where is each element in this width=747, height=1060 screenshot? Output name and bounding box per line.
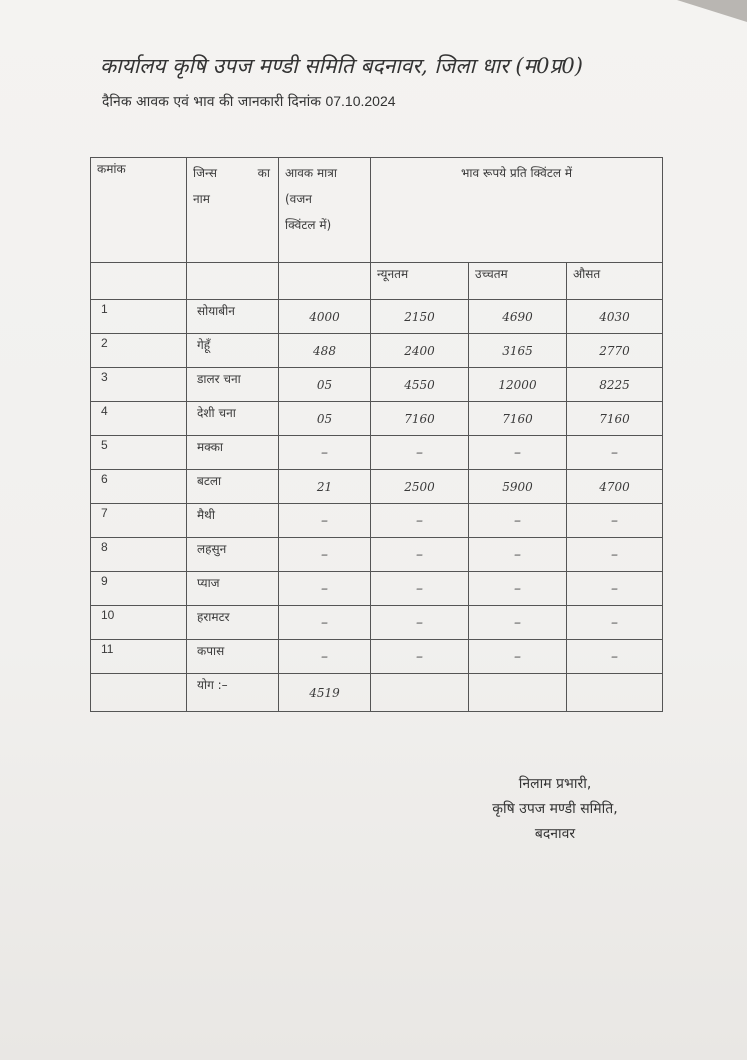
table-row [91,436,663,470]
table-row [91,470,663,504]
row-max-rate: – [469,436,567,470]
signature-line2: कृषि उपज मण्डी समिति, [492,801,618,817]
row-avg-rate: – [567,640,663,674]
table-row [91,402,663,436]
row-min-rate: 2150 [371,300,469,334]
table-body [91,300,663,674]
row-min-rate: 7160 [371,402,469,436]
report-date: 07.10.2024 [325,93,396,109]
header-commodity-word2: का [257,166,270,180]
row-commodity: गेहूँ [187,334,279,368]
header-rate: भाव रूपये प्रति क्विंटल में [371,158,663,263]
row-avg-rate: 8225 [567,368,663,402]
header-quantity-line2: (वजन [285,192,312,206]
row-max-rate: – [469,606,567,640]
row-serial: 2 [91,334,187,368]
row-min-rate: – [371,640,469,674]
row-quantity: – [279,436,371,470]
header-quantity-line3: क्विंटल में) [285,218,332,232]
table-row [91,368,663,402]
row-serial: 10 [91,606,187,640]
table-row [91,606,663,640]
row-commodity: सोयाबीन [187,300,279,334]
row-max-rate: 5900 [469,470,567,504]
row-quantity: – [279,504,371,538]
row-avg-rate: – [567,504,663,538]
row-quantity: 05 [279,402,371,436]
row-avg-rate: 4030 [567,300,663,334]
header-commodity-word3: नाम [193,192,210,206]
report-subtitle [102,92,702,111]
row-quantity: 4000 [279,300,371,334]
row-commodity: देशी चना [187,402,279,436]
header-max: उच्चतम [469,263,567,300]
row-quantity: 488 [279,334,371,368]
row-max-rate: – [469,538,567,572]
row-max-rate: 3165 [469,334,567,368]
arrival-rate-table [90,157,663,712]
row-min-rate: 2400 [371,334,469,368]
header-quantity [279,158,371,263]
row-commodity: डालर चना [187,368,279,402]
row-min-rate: 4550 [371,368,469,402]
header-quantity-line1: आवक मात्रा [285,166,337,180]
signature-line1: निलाम प्रभारी, [518,776,592,792]
row-serial: 6 [91,470,187,504]
row-min-rate: – [371,538,469,572]
table-row [91,538,663,572]
row-serial: 5 [91,436,187,470]
row-max-rate: 7160 [469,402,567,436]
header-avg: औसत [567,263,663,300]
row-min-rate: – [371,436,469,470]
row-avg-rate: – [567,572,663,606]
row-quantity: – [279,606,371,640]
table-header-row [91,158,663,263]
row-commodity: हरामटर [187,606,279,640]
page-corner-shadow [677,0,747,22]
row-quantity: – [279,640,371,674]
row-avg-rate: 2770 [567,334,663,368]
row-max-rate: – [469,504,567,538]
row-min-rate: – [371,504,469,538]
row-commodity: मक्का [187,436,279,470]
row-max-rate: – [469,572,567,606]
row-avg-rate: 7160 [567,402,663,436]
report-subtitle-text: दैनिक आवक एवं भाव की जानकारी दिनांक [102,94,322,110]
row-commodity: लहसुन [187,538,279,572]
header-commodity [187,158,279,263]
table-subheader-row [91,263,663,300]
row-serial: 8 [91,538,187,572]
row-quantity: – [279,538,371,572]
row-avg-rate: 4700 [567,470,663,504]
header-serial: कमांक [91,158,187,263]
table-row [91,300,663,334]
row-max-rate: – [469,640,567,674]
row-commodity: प्याज [187,572,279,606]
total-label: योग :– [187,674,279,712]
row-avg-rate: – [567,606,663,640]
row-max-rate: 4690 [469,300,567,334]
row-serial: 1 [91,300,187,334]
header-min: न्यूनतम [371,263,469,300]
row-commodity: कपास [187,640,279,674]
table-row [91,504,663,538]
row-quantity: 21 [279,470,371,504]
row-serial: 9 [91,572,187,606]
total-row [91,674,663,712]
row-serial: 4 [91,402,187,436]
row-min-rate: – [371,572,469,606]
office-title: कार्यालय कृषि उपज मण्डी समिति बदनावर, जिला धार (म0प्र0) [100,54,583,78]
row-avg-rate: – [567,436,663,470]
row-min-rate: 2500 [371,470,469,504]
signature-block [455,772,655,847]
signature-line3: बदनावर [534,826,576,842]
row-commodity: मैथी [187,504,279,538]
header-commodity-word1: जिन्स [193,166,217,180]
row-quantity: – [279,572,371,606]
row-quantity: 05 [279,368,371,402]
row-commodity: बटला [187,470,279,504]
table-row [91,572,663,606]
table-row [91,640,663,674]
total-quantity: 4519 [279,674,371,712]
row-min-rate: – [371,606,469,640]
row-max-rate: 12000 [469,368,567,402]
table-row [91,334,663,368]
row-avg-rate: – [567,538,663,572]
row-serial: 3 [91,368,187,402]
row-serial: 7 [91,504,187,538]
row-serial: 11 [91,640,187,674]
